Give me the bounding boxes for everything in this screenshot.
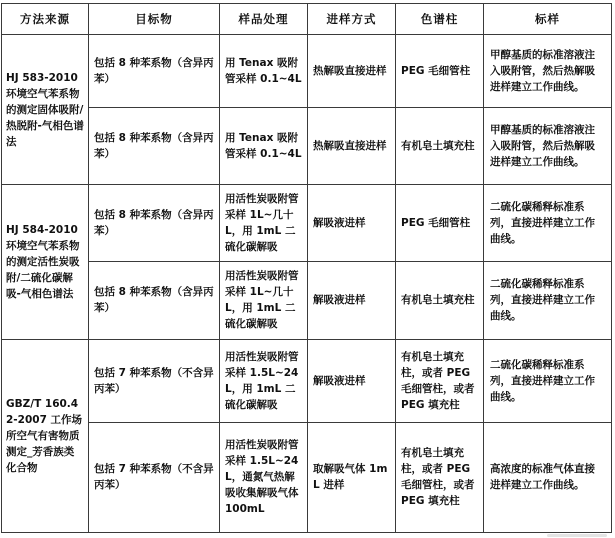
method-comparison-table [1, 3, 612, 533]
injection-cell: 热解吸直接进样 [308, 35, 396, 108]
column-cell: 有机皂土填充柱，或者 PEG 毛细管柱，或者 PEG 填充柱 [396, 339, 484, 422]
column-cell: PEG 毛细管柱 [396, 185, 484, 262]
standard-cell: 二硫化碳稀释标准系列，直接进样建立工作曲线。 [484, 262, 612, 339]
table-row [2, 35, 612, 108]
table-row [2, 185, 612, 262]
injection-cell: 解吸液进样 [308, 185, 396, 262]
column-cell: PEG 毛细管柱 [396, 35, 484, 108]
header-row [2, 4, 612, 35]
treatment-cell: 用活性炭吸附管采样 1L~几十 L，用 1mL 二硫化碳解吸 [220, 262, 308, 339]
table-row [2, 108, 612, 185]
header-column: 色谱柱 [396, 4, 484, 35]
standard-cell: 甲醇基质的标准溶液注入吸附管，然后热解吸进样建立工作曲线。 [484, 108, 612, 185]
standard-cell: 高浓度的标准气体直接进样建立工作曲线。 [484, 422, 612, 532]
column-cell: 有机皂土填充柱，或者 PEG 毛细管柱，或者 PEG 填充柱 [396, 422, 484, 532]
standard-cell: 甲醇基质的标准溶液注入吸附管，然后热解吸进样建立工作曲线。 [484, 35, 612, 108]
target-cell: 包括 8 种苯系物（含异丙苯） [89, 262, 220, 339]
injection-cell: 解吸液进样 [308, 339, 396, 422]
injection-cell: 取解吸气体 1mL 进样 [308, 422, 396, 532]
treatment-cell: 用活性炭吸附管采样 1L~几十 L，用 1mL 二硫化碳解吸 [220, 185, 308, 262]
header-method-source: 方法来源 [2, 4, 89, 35]
standard-cell: 二硫化碳稀释标准系列，直接进样建立工作曲线。 [484, 185, 612, 262]
target-cell: 包括 8 种苯系物（含异丙苯） [89, 108, 220, 185]
injection-cell: 热解吸直接进样 [308, 108, 396, 185]
target-cell: 包括 8 种苯系物（含异丙苯） [89, 35, 220, 108]
target-cell: 包括 7 种苯系物（不含异丙苯） [89, 339, 220, 422]
column-cell: 有机皂土填充柱 [396, 108, 484, 185]
header-sample-treatment: 样品处理 [220, 4, 308, 35]
treatment-cell: 用活性炭吸附管采样 1.5L~24L，通氮气热解吸收集解吸气体 100mL [220, 422, 308, 532]
header-injection-mode: 进样方式 [308, 4, 396, 35]
standard-cell: 二硫化碳稀释标准系列，直接进样建立工作曲线。 [484, 339, 612, 422]
treatment-cell: 用 Tenax 吸附管采样 0.1~4L [220, 108, 308, 185]
table-row [2, 262, 612, 339]
table-row [2, 422, 612, 532]
header-target: 目标物 [89, 4, 220, 35]
target-cell: 包括 8 种苯系物（含异丙苯） [89, 185, 220, 262]
header-standard: 标样 [484, 4, 612, 35]
faint-watermark [547, 534, 607, 537]
target-cell: 包括 7 种苯系物（不含异丙苯） [89, 422, 220, 532]
method-source-cell: HJ 584-2010 环境空气苯系物的测定活性炭吸附/二硫化碳解吸-气相色谱法 [2, 185, 89, 339]
method-source-cell: GBZ/T 160.42-2007 工作场所空气有害物质测定_芳香族类化合物 [2, 339, 89, 532]
injection-cell: 解吸液进样 [308, 262, 396, 339]
method-source-cell: HJ 583-2010 环境空气苯系物的测定固体吸附/热脱附-气相色谱法 [2, 35, 89, 185]
treatment-cell: 用活性炭吸附管采样 1.5L~24L，用 1mL 二硫化碳解吸 [220, 339, 308, 422]
column-cell: 有机皂土填充柱 [396, 262, 484, 339]
treatment-cell: 用 Tenax 吸附管采样 0.1~4L [220, 35, 308, 108]
table-row [2, 339, 612, 422]
